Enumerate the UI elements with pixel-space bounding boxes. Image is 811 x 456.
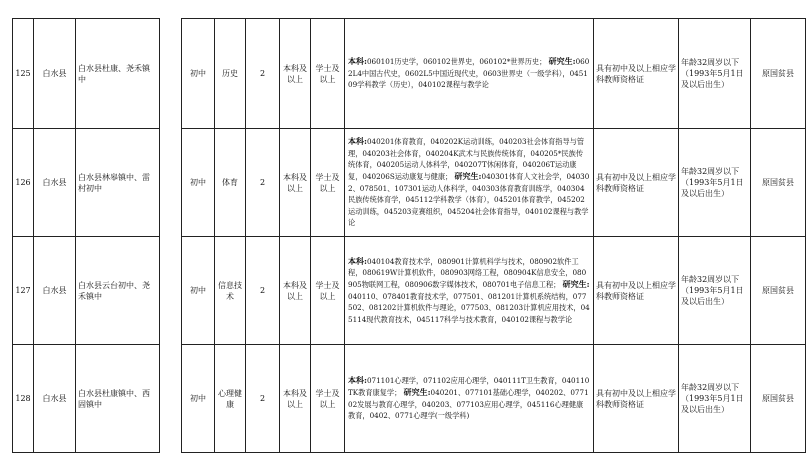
education-cell: 本科及以上 bbox=[280, 19, 311, 129]
table-row bbox=[13, 19, 806, 129]
grad-majors: 0602L4中国古代史，0602L5中国近现代史，0603世界史（一级学科），045109学科教学（历史），040102课程与教学论 bbox=[348, 57, 590, 90]
undergrad-label: 本科: bbox=[348, 255, 367, 266]
spacer-cell bbox=[160, 237, 182, 345]
subject-cell: 体育 bbox=[215, 129, 246, 237]
major-requirements-cell bbox=[345, 345, 594, 453]
grad-label: 研究生: bbox=[548, 56, 576, 67]
age-cell: 年龄32周岁以下（1993年5月1日及以后出生） bbox=[679, 129, 751, 237]
grad-majors: 040110、078401教育技术学，077501、081201计算机系统结构，077502、081202计算机软件与理论，077503、081203计算机应用技术，045114现代教育技术，045117科学与技术教育，040102课程与教学论 bbox=[348, 291, 590, 324]
table-row bbox=[13, 129, 806, 237]
row-number: 125 bbox=[13, 19, 34, 129]
undergrad-majors: 040104教育技术学，080901计算机科学与技术，080902软件工程，080619W计算机软件，080903网络工程，080904K信息安全，080905物联网工程，080906数字媒体技术，080701电子信息工程； bbox=[348, 256, 587, 289]
row-number: 127 bbox=[13, 237, 34, 345]
major-requirements-cell bbox=[345, 129, 594, 237]
undergrad-label: 本科: bbox=[348, 56, 367, 67]
recruitment-table bbox=[12, 18, 806, 453]
grad-label: 研究生: bbox=[562, 278, 590, 289]
major-requirements-cell bbox=[345, 19, 594, 129]
row-number: 126 bbox=[13, 129, 34, 237]
certificate-cell: 具有初中及以上相应学科教师资格证 bbox=[594, 19, 679, 129]
county-cell: 白水县 bbox=[34, 237, 76, 345]
certificate-cell: 具有初中及以上相应学科教师资格证 bbox=[594, 237, 679, 345]
degree-cell: 学士及以上 bbox=[311, 237, 345, 345]
undergrad-label: 本科: bbox=[348, 136, 367, 147]
region-cell: 原国贫县 bbox=[751, 345, 806, 453]
major-requirements-cell bbox=[345, 237, 594, 345]
level-cell: 初中 bbox=[182, 19, 215, 129]
region-cell: 原国贫县 bbox=[751, 237, 806, 345]
count-cell: 2 bbox=[246, 129, 280, 237]
undergrad-majors: 040201体育教育，040202K运动训练，040203社会体育指导与管理，040203社会体育，040204K武术与民族传统体育，040205*民族传统体育，040205运动人体科学，040207T休闲体育，040206T运动康复，040206S运动康复与健康； bbox=[348, 137, 585, 181]
undergrad-label: 本科: bbox=[348, 375, 367, 386]
age-cell: 年龄32周岁以下（1993年5月1日及以后出生） bbox=[679, 19, 751, 129]
undergrad-majors: 071101心理学，071102应用心理学，040111T卫生教育，040110TK教育康复学； bbox=[348, 376, 590, 397]
county-cell: 白水县 bbox=[34, 345, 76, 453]
age-cell: 年龄32周岁以下（1993年5月1日及以后出生） bbox=[679, 345, 751, 453]
table-row bbox=[13, 237, 806, 345]
age-cell: 年龄32周岁以下（1993年5月1日及以后出生） bbox=[679, 237, 751, 345]
school-cell: 白水县云台初中、尧禾镇中 bbox=[76, 237, 160, 345]
subject-cell: 信息技术 bbox=[215, 237, 246, 345]
grad-label: 研究生: bbox=[454, 170, 482, 181]
spacer-cell bbox=[160, 345, 182, 453]
table-row bbox=[13, 345, 806, 453]
grad-majors: 040201、077101基础心理学，040202、077102发展与教育心理学，040203、077103应用心理学，045116心理健康教育，0402、0771心理学(一级学科) bbox=[348, 387, 589, 421]
school-cell: 白水县杜康镇中、西固镇中 bbox=[76, 345, 160, 453]
grad-label: 研究生: bbox=[403, 386, 431, 397]
level-cell: 初中 bbox=[182, 345, 215, 453]
county-cell: 白水县 bbox=[34, 129, 76, 237]
count-cell: 2 bbox=[246, 237, 280, 345]
grad-majors: 040301体育人文社会学，040302、078501、107301运动人体科学，040303体育教育训练学，040304民族传统体育学，045112学科教学（体育），045201体育教学，045202运动训练，045203竞赛组织，045204社会体育指导，040102课程与教学论 bbox=[348, 171, 590, 228]
level-cell: 初中 bbox=[182, 237, 215, 345]
degree-cell: 学士及以上 bbox=[311, 19, 345, 129]
subject-cell: 心理健康 bbox=[215, 345, 246, 453]
region-cell: 原国贫县 bbox=[751, 19, 806, 129]
degree-cell: 学士及以上 bbox=[311, 129, 345, 237]
row-number: 128 bbox=[13, 345, 34, 453]
subject-cell: 历史 bbox=[215, 19, 246, 129]
spacer-cell bbox=[160, 129, 182, 237]
level-cell: 初中 bbox=[182, 129, 215, 237]
certificate-cell: 具有初中及以上相应学科教师资格证 bbox=[594, 345, 679, 453]
certificate-cell: 具有初中及以上相应学科教师资格证 bbox=[594, 129, 679, 237]
education-cell: 本科及以上 bbox=[280, 129, 311, 237]
region-cell: 原国贫县 bbox=[751, 129, 806, 237]
spacer-cell bbox=[160, 19, 182, 129]
count-cell: 2 bbox=[246, 19, 280, 129]
education-cell: 本科及以上 bbox=[280, 237, 311, 345]
count-cell: 2 bbox=[246, 345, 280, 453]
school-cell: 白水县林皋镇中、雷村初中 bbox=[76, 129, 160, 237]
undergrad-majors: 060101历史学，060102世界史，060102*世界历史； bbox=[366, 57, 547, 67]
county-cell: 白水县 bbox=[34, 19, 76, 129]
degree-cell: 学士及以上 bbox=[311, 345, 345, 453]
education-cell: 本科及以上 bbox=[280, 345, 311, 453]
school-cell: 白水县杜康、尧禾镇中 bbox=[76, 19, 160, 129]
